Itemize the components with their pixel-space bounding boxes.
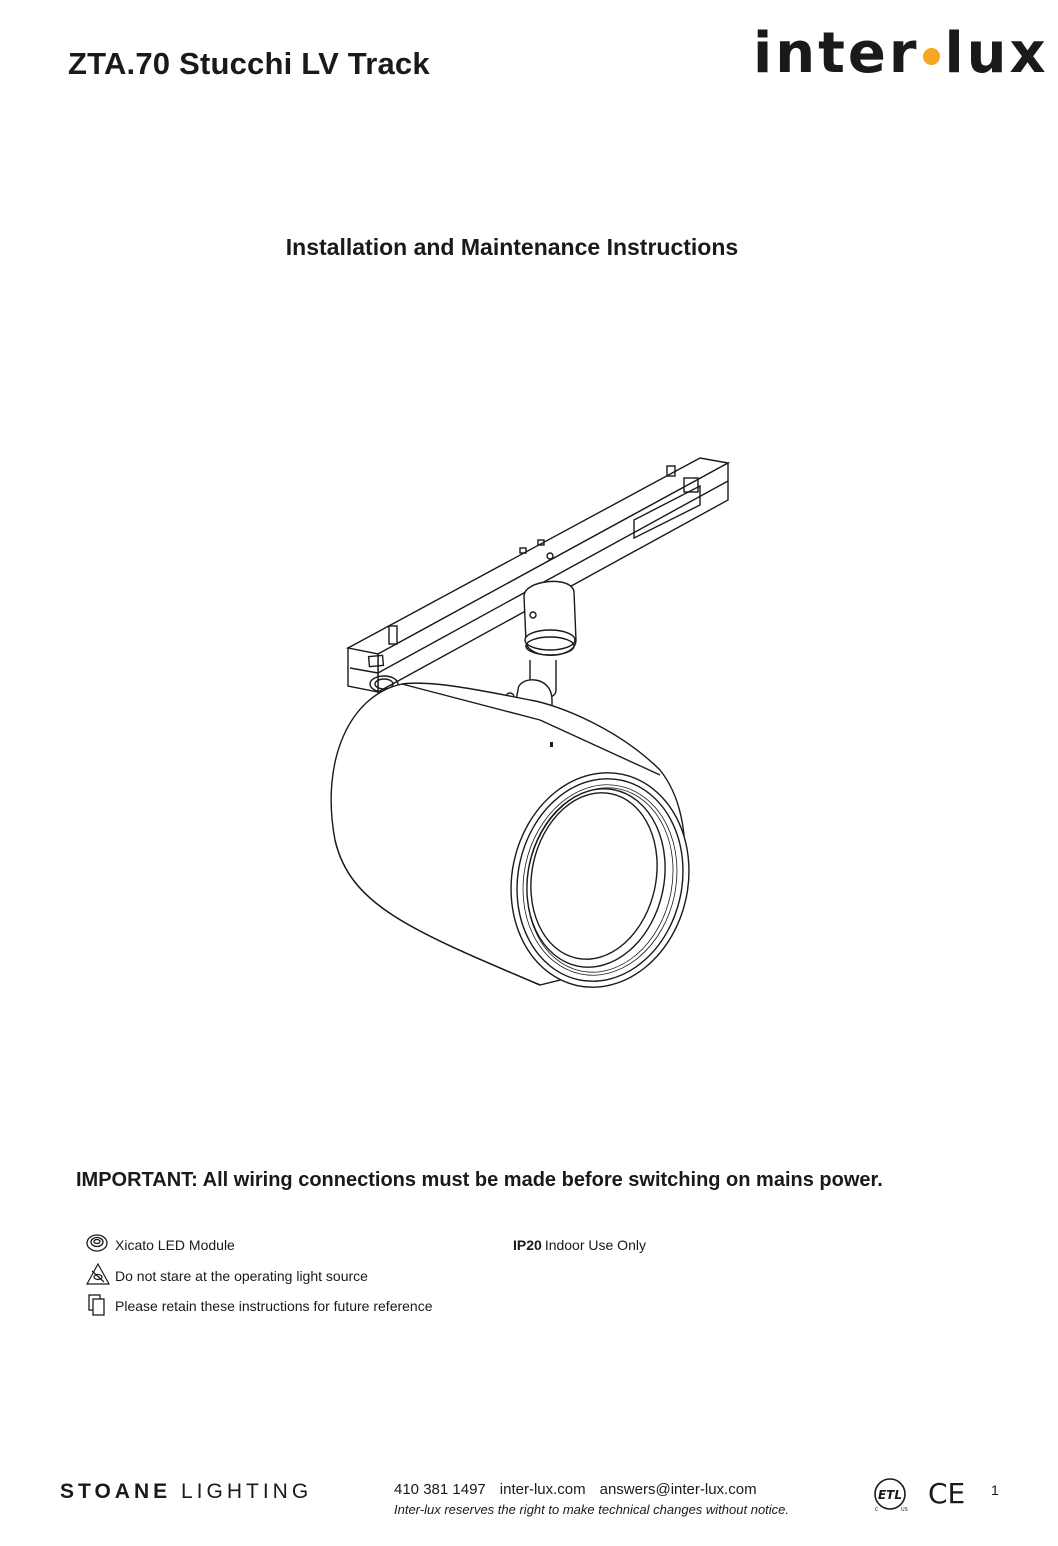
disclaimer: Inter-lux reserves the right to make technical changes without notice. <box>394 1502 790 1517</box>
led-module-icon <box>86 1232 108 1254</box>
svg-text:US: US <box>901 1507 908 1513</box>
phone-number: 410 381 1497 <box>394 1481 486 1498</box>
certification-marks <box>872 1475 972 1515</box>
email-link[interactable]: answers@inter-lux.com <box>599 1481 757 1498</box>
contact-info <box>394 1481 771 1498</box>
track-rail <box>348 458 728 692</box>
etl-mark-icon <box>875 1479 908 1513</box>
ip-code: IP20 <box>513 1237 542 1253</box>
document-title: ZTA.70 Stucchi LV Track <box>68 46 430 81</box>
logo-text-right: lux <box>944 21 1049 86</box>
ce-mark: CE <box>928 1477 966 1510</box>
inter-lux-logo <box>753 21 1049 86</box>
important-notice: IMPORTANT: All wiring connections must be made before switching on mains power. <box>76 1169 883 1191</box>
page-number: 1 <box>991 1482 999 1498</box>
svg-text:ETL: ETL <box>877 1488 903 1502</box>
svg-text:C: C <box>875 1507 879 1513</box>
document-icon <box>86 1293 108 1317</box>
document-subtitle: Installation and Maintenance Instructions <box>285 234 739 260</box>
logo-dot <box>923 48 940 65</box>
track-light-illustration <box>320 450 740 995</box>
logo-text-left: inter <box>753 21 920 86</box>
stoane-lighting-logo: STOANE LIGHTING <box>60 1480 313 1503</box>
ip-text: Indoor Use Only <box>544 1237 646 1253</box>
ip-rating <box>513 1237 646 1253</box>
no-stare-icon <box>86 1263 110 1285</box>
website-link[interactable]: inter-lux.com <box>499 1481 586 1498</box>
